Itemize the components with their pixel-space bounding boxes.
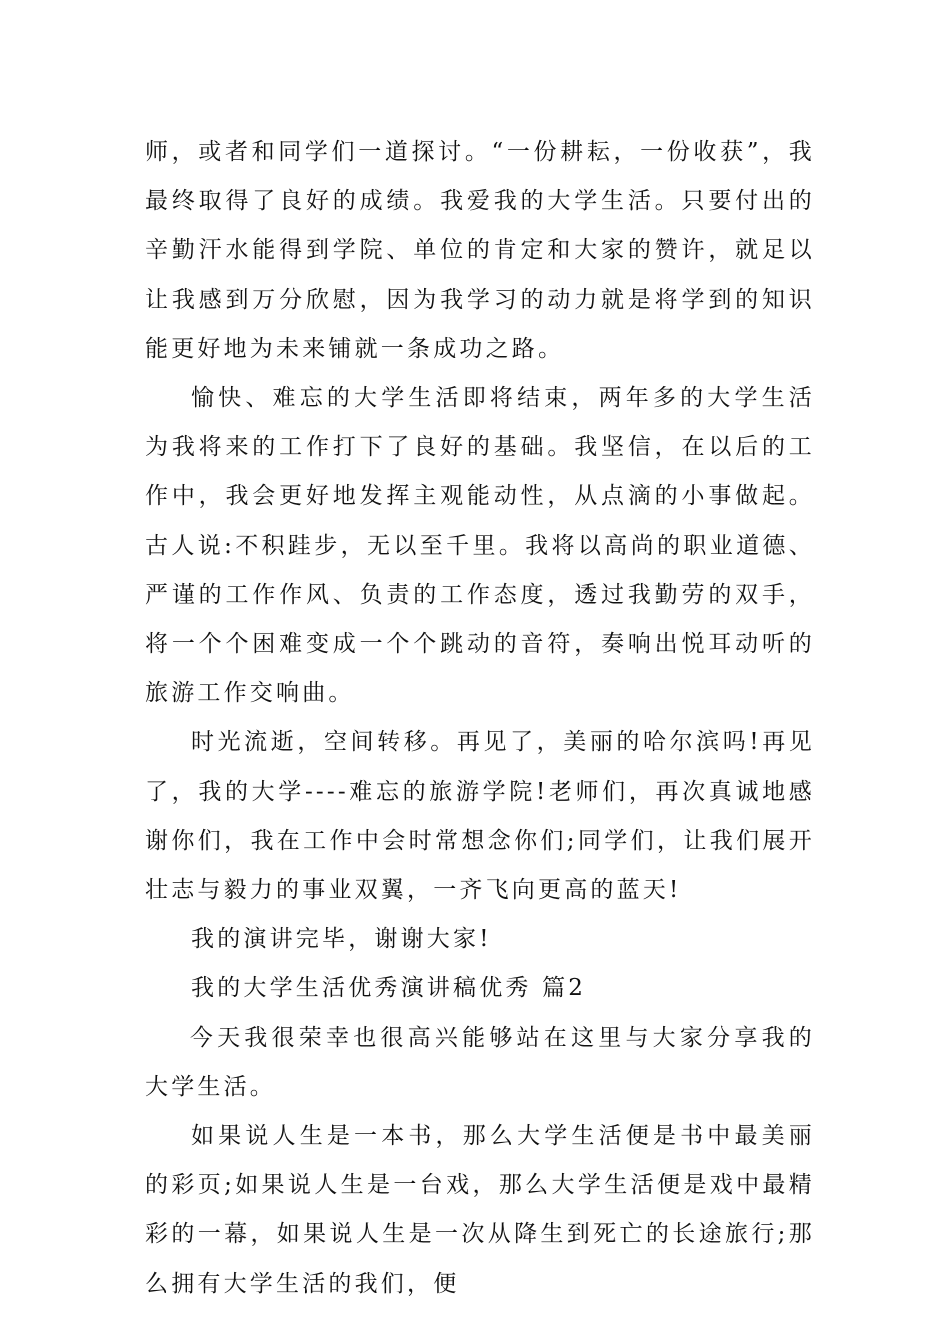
paragraph-closing: 我的演讲完毕，谢谢大家! [191,926,492,953]
document-body [145,128,815,1309]
paragraph-intro: 今天我很荣幸也很高兴能够站在这里与大家分享我的大学生活。 [145,1024,815,1100]
paragraph-farewell: 时光流逝，空间转移。再见了，美丽的哈尔滨吗!再见了，我的大学----难忘的旅游学院!老师们，再次真诚地感谢你们，我在工作中会时常想念你们;同学们，让我们展开壮志与毅力的事业双翼，一齐飞向更高的蓝天! [145,729,815,904]
paragraph-continuation: 师，或者和同学们一道探讨。“一份耕耘，一份收获”，我最终取得了良好的成绩。我爱我的大学生活。只要付出的辛勤汗水能得到学院、单位的肯定和大家的赞许，就足以让我感到万分欣慰，因为我学习的动力就是将学到的知识能更好地为未来铺就一条成功之路。 [145,139,815,362]
section-heading: 我的大学生活优秀演讲稿优秀 篇2 [191,975,587,1002]
paragraph-metaphor: 如果说人生是一本书，那么大学生活便是书中最美丽的彩页;如果说人生是一台戏，那么大学生活便是戏中最精彩的一幕，如果说人生是一次从降生到死亡的长途旅行;那么拥有大学生活的我们，便 [145,1123,815,1297]
paragraph-graduation: 愉快、难忘的大学生活即将结束，两年多的大学生活为我将来的工作打下了良好的基础。我坚信，在以后的工作中，我会更好地发挥主观能动性，从点滴的小事做起。古人说:不积跬步，无以至千里。我将以高尚的职业道德、严谨的工作作风、负责的工作态度，透过我勤劳的双手，将一个个困难变成一个个跳动的音符，奏响出悦耳动听的旅游工作交响曲。 [145,385,815,707]
